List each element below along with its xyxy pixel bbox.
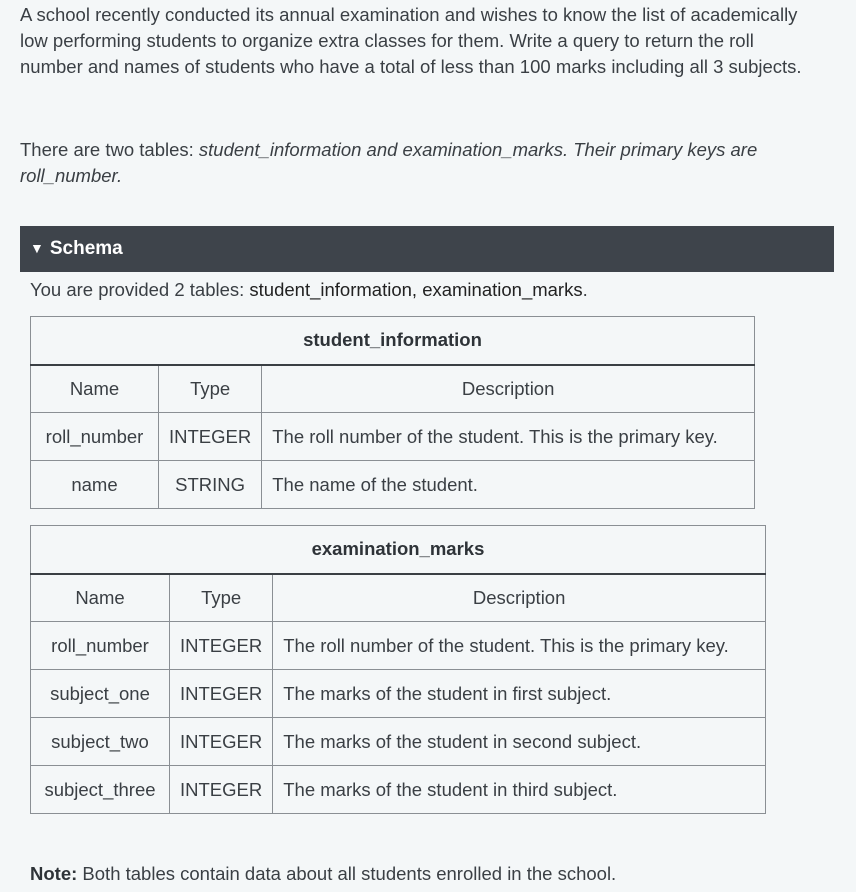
table-row xyxy=(31,766,766,814)
tables-description xyxy=(20,137,820,189)
cell-name: subject_two xyxy=(31,718,170,766)
column-header-type: Type xyxy=(159,365,262,413)
table-row xyxy=(31,622,766,670)
tables-description-prefix: There are two tables: xyxy=(20,139,199,160)
cell-type: INTEGER xyxy=(170,670,273,718)
column-header-type: Type xyxy=(170,574,273,622)
cell-description: The marks of the student in third subject. xyxy=(273,766,766,814)
student-information-table xyxy=(30,316,755,509)
table-row xyxy=(31,461,755,509)
provided-suffix: . xyxy=(582,279,588,300)
provided-prefix: You are provided 2 tables: xyxy=(30,279,250,300)
cell-type: STRING xyxy=(159,461,262,509)
cell-description: The roll number of the student. This is the primary key. xyxy=(262,413,755,461)
problem-statement: A school recently conducted its annual examination and wishes to know the list of academically low performing students to organize extra classes for them. Write a query to return the roll number and names of students who have a total of less than 100 marks including all 3 subjects. xyxy=(20,4,802,77)
cell-name: name xyxy=(31,461,159,509)
table-row xyxy=(31,670,766,718)
examination-marks-table xyxy=(30,525,766,814)
cell-description: The marks of the student in first subject. xyxy=(273,670,766,718)
cell-description: The roll number of the student. This is the primary key. xyxy=(273,622,766,670)
cell-type: INTEGER xyxy=(159,413,262,461)
column-header-description: Description xyxy=(273,574,766,622)
cell-name: roll_number xyxy=(31,622,170,670)
cell-description: The marks of the student in second subject. xyxy=(273,718,766,766)
cell-description: The name of the student. xyxy=(262,461,755,509)
cell-name: subject_one xyxy=(31,670,170,718)
table-row xyxy=(31,718,766,766)
column-header-name: Name xyxy=(31,365,159,413)
tables-description-italic: student_information and examination_marks. Their primary keys are roll_number. xyxy=(20,139,758,186)
cell-type: INTEGER xyxy=(170,622,273,670)
note xyxy=(30,861,616,887)
provided-tables-text xyxy=(30,277,588,303)
schema-label: Schema xyxy=(49,238,123,259)
schema-toggle[interactable] xyxy=(20,226,834,272)
provided-table-names: student_information, examination_marks xyxy=(249,279,583,300)
cell-name: roll_number xyxy=(31,413,159,461)
cell-type: INTEGER xyxy=(170,766,273,814)
cell-name: subject_three xyxy=(31,766,170,814)
note-label: Note: xyxy=(30,863,78,884)
caret-down-icon: ▼ xyxy=(30,240,44,256)
table-title: student_information xyxy=(31,317,755,365)
column-header-description: Description xyxy=(262,365,755,413)
column-header-name: Name xyxy=(31,574,170,622)
cell-type: INTEGER xyxy=(170,718,273,766)
table-title: examination_marks xyxy=(31,526,766,574)
table-row xyxy=(31,413,755,461)
note-text: Both tables contain data about all students enrolled in the school. xyxy=(77,863,617,884)
